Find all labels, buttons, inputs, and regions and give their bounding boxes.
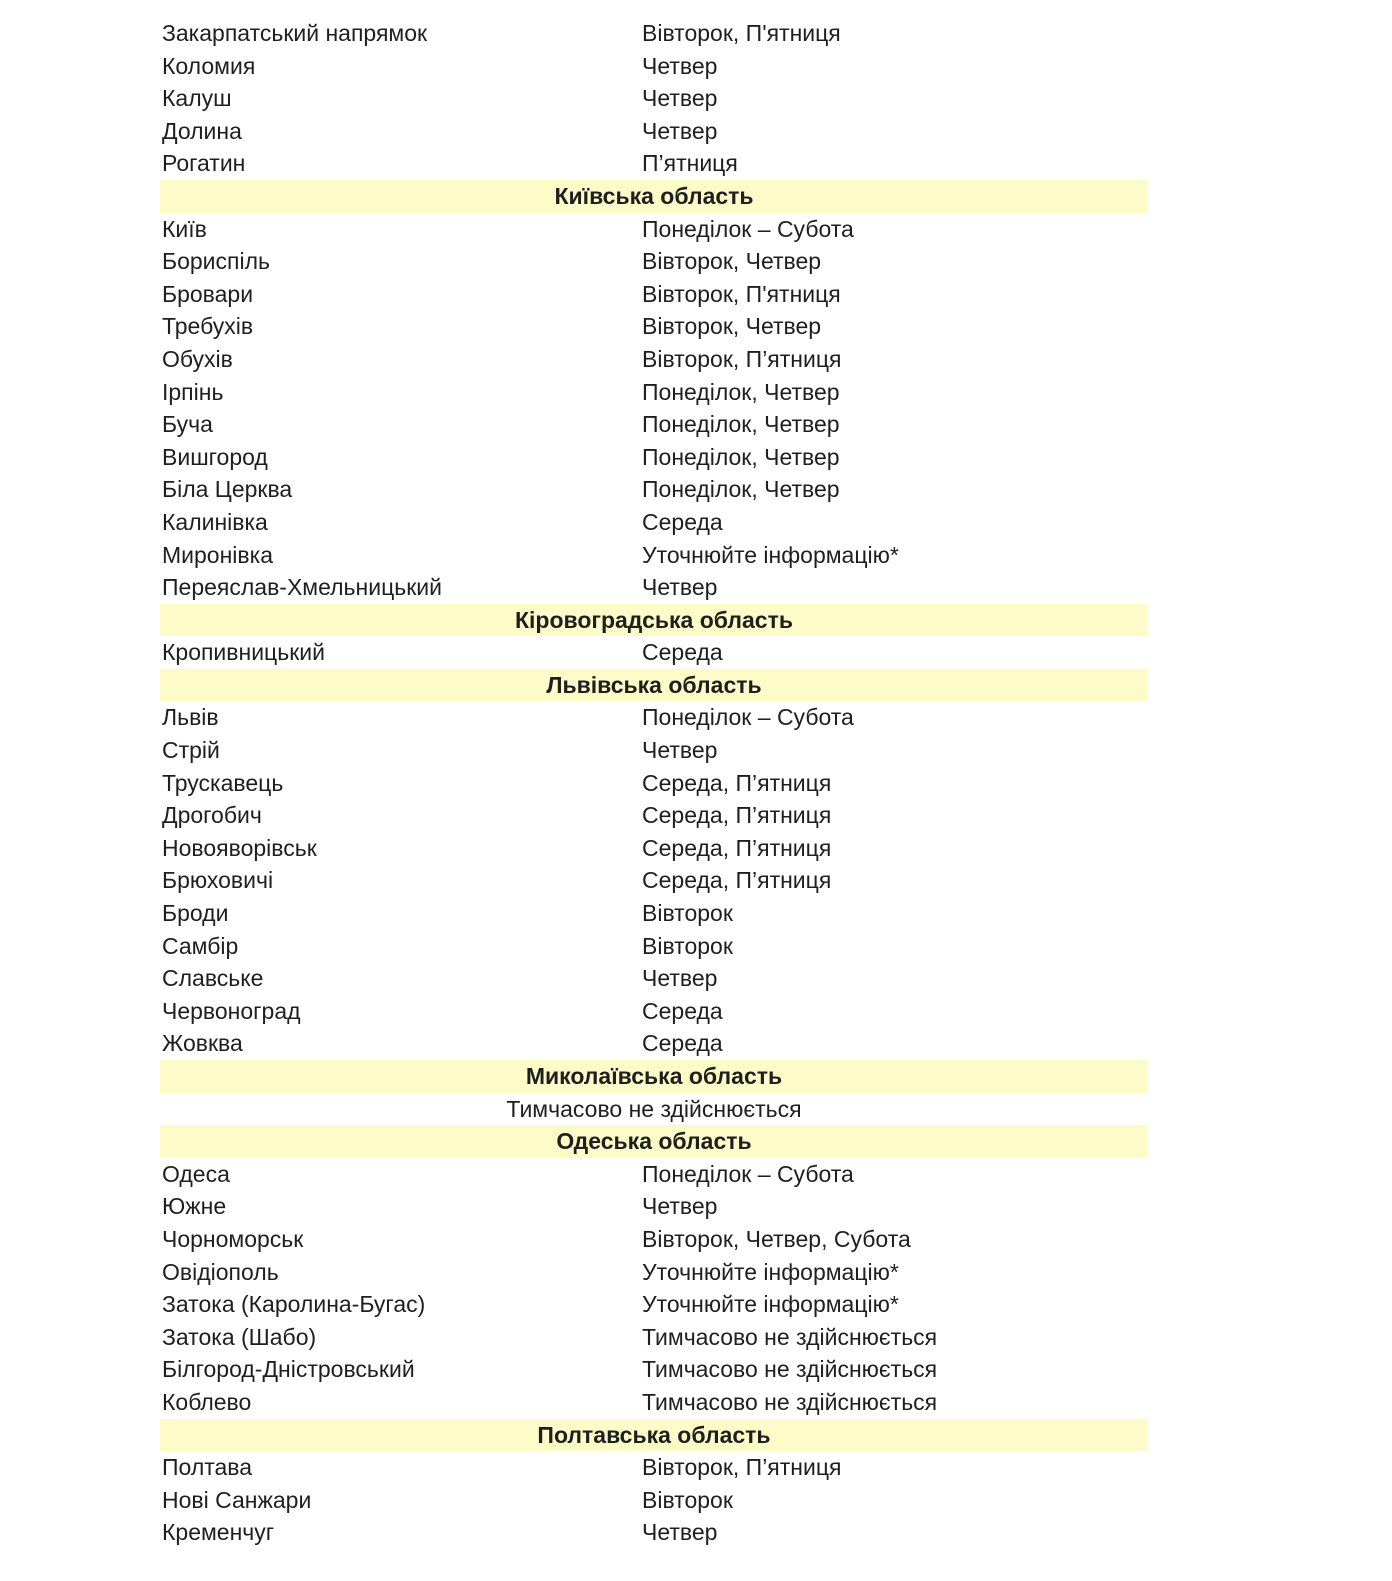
- delivery-days: Понеділок – Субота: [642, 1160, 854, 1187]
- city-name: Самбір: [162, 932, 239, 959]
- table-row: [160, 310, 1148, 343]
- city-name: Славське: [162, 965, 264, 992]
- table-row: [160, 1451, 1148, 1484]
- city-name: Затока (Каролина-Бугас): [162, 1291, 426, 1318]
- table-row: [160, 1516, 1148, 1549]
- delivery-days: Середа: [642, 1030, 723, 1057]
- city-name: Требухів: [162, 313, 254, 340]
- table-row: [160, 1223, 1148, 1256]
- table-row: [160, 930, 1148, 963]
- city-name: Бориспіль: [162, 248, 270, 275]
- delivery-days: Четвер: [642, 52, 718, 79]
- region-header: Одеська область: [160, 1125, 1148, 1158]
- delivery-days: Вівторок, П’ятниця: [642, 345, 842, 372]
- delivery-schedule-table: [160, 17, 1148, 1549]
- city-name: Овідіополь: [162, 1258, 279, 1285]
- city-name: Броди: [162, 900, 229, 927]
- city-name: Буча: [162, 411, 213, 438]
- table-row: [160, 571, 1148, 604]
- delivery-days: Четвер: [642, 85, 718, 112]
- city-name: Брюховичі: [162, 867, 274, 894]
- city-name: Затока (Шабо): [162, 1323, 317, 1350]
- delivery-days: Вівторок: [642, 900, 733, 927]
- delivery-days: Четвер: [642, 965, 718, 992]
- delivery-days: Тимчасово не здійснюється: [642, 1356, 938, 1383]
- table-row: [160, 408, 1148, 441]
- region-header: Кіровоградська область: [160, 604, 1148, 637]
- delivery-days: Вівторок: [642, 932, 733, 959]
- delivery-days: Четвер: [642, 117, 718, 144]
- delivery-days: Середа, П’ятниця: [642, 802, 832, 829]
- city-name: Трускавець: [162, 769, 284, 796]
- table-row: [160, 799, 1148, 832]
- table-row: [160, 147, 1148, 180]
- delivery-days: Понеділок – Субота: [642, 704, 854, 731]
- city-name: Миронівка: [162, 541, 273, 568]
- delivery-days: Вівторок, Четвер: [642, 313, 822, 340]
- table-row: [160, 343, 1148, 376]
- region-header: Львівська область: [160, 669, 1148, 702]
- city-name: Полтава: [162, 1454, 253, 1481]
- table-row: [160, 897, 1148, 930]
- delivery-days: Середа: [642, 508, 723, 535]
- delivery-days: Середа, П’ятниця: [642, 769, 832, 796]
- table-row: [160, 1256, 1148, 1289]
- delivery-days: Понеділок, Четвер: [642, 411, 840, 438]
- city-name: Коломия: [162, 52, 256, 79]
- table-row: [160, 376, 1148, 409]
- city-name: Бровари: [162, 280, 254, 307]
- delivery-days: Вівторок, П’ятниця: [642, 1454, 842, 1481]
- delivery-days: Середа, П’ятниця: [642, 834, 832, 861]
- delivery-days: Четвер: [642, 737, 718, 764]
- table-row: [160, 832, 1148, 865]
- table-row: [160, 1190, 1148, 1223]
- city-name: Южне: [162, 1193, 227, 1220]
- table-row: [160, 995, 1148, 1028]
- delivery-days: Понеділок, Четвер: [642, 476, 840, 503]
- city-name: Новояворівськ: [162, 834, 317, 861]
- city-name: Нові Санжари: [162, 1486, 312, 1513]
- table-row: [160, 1027, 1148, 1060]
- city-name: Стрій: [162, 737, 220, 764]
- table-row: [160, 636, 1148, 669]
- city-name: Жовква: [162, 1030, 243, 1057]
- delivery-days: Вівторок, Четвер, Субота: [642, 1225, 911, 1252]
- delivery-days: Вівторок, П'ятниця: [642, 20, 841, 46]
- table-row: [160, 213, 1148, 246]
- table-row: [160, 1484, 1148, 1517]
- table-row: [160, 1158, 1148, 1191]
- delivery-days: Тимчасово не здійснюється: [642, 1323, 938, 1350]
- table-row: [160, 864, 1148, 897]
- city-name: Переяслав-Хмельницький: [162, 574, 442, 601]
- delivery-days: Четвер: [642, 574, 718, 601]
- table-row: [160, 734, 1148, 767]
- city-name: Закарпатський напрямок: [162, 20, 428, 46]
- table-row: [160, 17, 1148, 50]
- delivery-days: Середа: [642, 997, 723, 1024]
- city-name: Київ: [162, 215, 207, 242]
- table-row: [160, 50, 1148, 83]
- table-row: [160, 1353, 1148, 1386]
- city-name: Рогатин: [162, 150, 246, 177]
- region-header: Полтавська область: [160, 1419, 1148, 1452]
- table-row: [160, 539, 1148, 572]
- table-row: [160, 82, 1148, 115]
- table-row: [160, 1321, 1148, 1354]
- city-name: Обухів: [162, 345, 233, 372]
- table-row: [160, 115, 1148, 148]
- delivery-days: Середа, П’ятниця: [642, 867, 832, 894]
- city-name: Вишгород: [162, 443, 268, 470]
- delivery-days: Вівторок, Четвер: [642, 248, 822, 275]
- delivery-days: Понеділок – Субота: [642, 215, 854, 242]
- table-row: [160, 506, 1148, 539]
- delivery-days: Вівторок, П'ятниця: [642, 280, 841, 307]
- delivery-days: П’ятниця: [642, 150, 738, 177]
- delivery-days: Уточнюйте інформацію*: [642, 1291, 899, 1318]
- city-name: Кременчуг: [162, 1519, 275, 1546]
- city-name: Чорноморськ: [162, 1225, 304, 1252]
- delivery-days: Уточнюйте інформацію*: [642, 1258, 899, 1285]
- table-row: [160, 278, 1148, 311]
- city-name: Калинівка: [162, 508, 268, 535]
- table-row: [160, 441, 1148, 474]
- delivery-days: Понеділок, Четвер: [642, 443, 840, 470]
- city-name: Коблево: [162, 1388, 252, 1415]
- delivery-days: Понеділок, Четвер: [642, 378, 840, 405]
- city-name: Кропивницький: [162, 639, 325, 666]
- table-row: [160, 473, 1148, 506]
- city-name: Долина: [162, 117, 242, 144]
- city-name: Одеса: [162, 1160, 230, 1187]
- table-row: [160, 1386, 1148, 1419]
- delivery-days: Четвер: [642, 1193, 718, 1220]
- city-name: Калуш: [162, 85, 232, 112]
- table-row: [160, 245, 1148, 278]
- city-name: Дрогобич: [162, 802, 262, 829]
- table-row: [160, 701, 1148, 734]
- delivery-days: Четвер: [642, 1519, 718, 1546]
- city-name: Львів: [162, 704, 219, 731]
- table-row: [160, 962, 1148, 995]
- region-header: Миколаївська область: [160, 1060, 1148, 1093]
- city-name: Ірпінь: [162, 378, 224, 405]
- city-name: Біла Церква: [162, 476, 293, 503]
- delivery-days: Середа: [642, 639, 723, 666]
- table-row: [160, 1288, 1148, 1321]
- table-row: [160, 767, 1148, 800]
- delivery-days: Тимчасово не здійснюється: [642, 1388, 938, 1415]
- delivery-days: Вівторок: [642, 1486, 733, 1513]
- region-header: Київська область: [160, 180, 1148, 213]
- city-name: Червоноград: [162, 997, 301, 1024]
- city-name: Білгород-Дністровський: [162, 1356, 415, 1383]
- delivery-days: Уточнюйте інформацію*: [642, 541, 899, 568]
- region-note: Тимчасово не здійснюється: [506, 1095, 802, 1122]
